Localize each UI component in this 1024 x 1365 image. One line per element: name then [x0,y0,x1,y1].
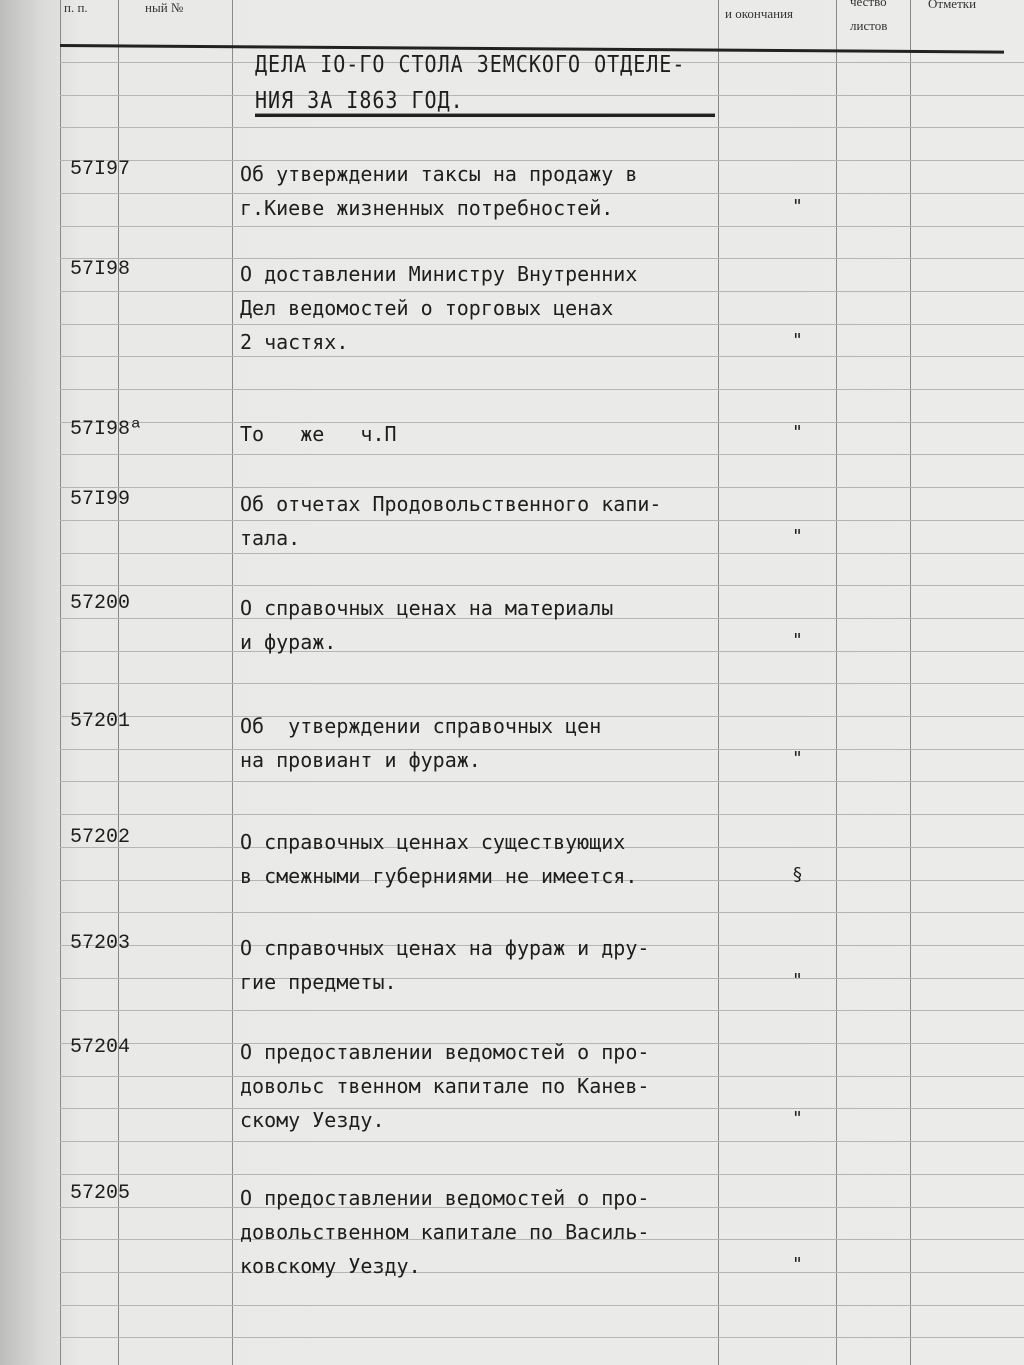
entry-text-line: О справочных ценах на фураж и дру- [240,936,650,960]
entry-text-line: То же ч.П [240,422,397,446]
ditto-mark: " [792,330,803,351]
ditto-mark: " [792,422,803,443]
ditto-mark: " [792,630,803,651]
entry-text-line: О справочных ценнах существующих [240,830,626,854]
header-notes: Отметки [928,0,977,11]
entry-text-line: 2 частях. [240,330,349,354]
entry-number: 57202 [70,826,131,849]
entry-number: 57I98 [70,258,131,281]
ruled-line [60,1337,1024,1338]
entry-text-line: О справочных ценах на материалы [240,596,614,620]
entry-text-line: тала. [240,526,301,550]
entry-text-line: довольственном капитале по Василь- [240,1220,650,1244]
ruled-line [60,389,1024,390]
ruled-line [60,585,1024,586]
section-title-line2: НИЯ ЗА I863 ГОД. [255,86,715,117]
entry-text-line: Об утверждении справочных цен [240,714,602,738]
ditto-mark: " [792,1108,803,1129]
header-sheets-1: чество [850,0,887,9]
ruled-line [60,978,1024,979]
entry-number: 57I98ª [70,418,143,441]
ruled-line [60,1010,1024,1011]
ruled-line [60,1272,1024,1273]
ruled-line [60,553,1024,554]
entry-number: 57205 [70,1182,131,1205]
entry-text-line: и фураж. [240,630,337,654]
ditto-mark: " [792,748,803,769]
entry-text-line: О доставлении Министру Внутренних [240,262,638,286]
ditto-mark: " [792,526,803,547]
header-pp: п. п. [64,0,88,15]
ruled-line [60,814,1024,815]
entry-text-line: на провиант и фураж. [240,748,481,772]
entry-number: 57204 [70,1036,131,1059]
ruled-line [60,683,1024,684]
entry-number: 57I99 [70,488,131,511]
ruled-line [60,454,1024,455]
entry-text-line: Об отчетах Продовольственного капи- [240,492,662,516]
header-dates: и окончания [725,6,794,21]
ruled-line [60,422,1024,423]
entry-text-line: ковскому Уезду. [240,1254,421,1278]
entry-number: 57I97 [70,158,131,181]
entry-text-line: в смежными губерниями не имеется. [240,864,638,888]
ruled-line [60,226,1024,227]
header-number: ный № [145,0,184,15]
section-title-line1: ДЕЛА IO-ГО СТОЛА ЗЕМСКОГО ОТДЕЛЕ- [255,50,686,78]
entry-text-line: гие предметы. [240,970,397,994]
ruled-line [60,127,1024,128]
entry-number: 57200 [70,592,131,615]
entry-text-line: довольс твенном капитале по Канев- [240,1074,650,1098]
entry-text-line: г.Киеве жизненных потребностей. [240,196,614,220]
header-sheets-2: листов [850,18,888,33]
entry-text-line: скому Уезду. [240,1108,385,1132]
ruled-line [60,781,1024,782]
ditto-mark: " [792,970,803,991]
ruled-line [60,356,1024,357]
entry-text-line: О предоставлении ведомостей о про- [240,1040,650,1064]
ruled-line [60,1305,1024,1306]
entry-text-line: Об утверждении таксы на продажу в [240,162,638,186]
ditto-mark: " [792,1254,803,1275]
ruled-line [60,749,1024,750]
ditto-mark: " [792,196,803,217]
entry-text-line: Дел ведомостей о торговых ценах [240,296,614,320]
ruled-line [60,912,1024,913]
ruled-line [60,1108,1024,1109]
entry-number: 57201 [70,710,131,733]
ruled-line [60,1141,1024,1142]
ruled-line [60,651,1024,652]
entry-number: 57203 [70,932,131,955]
ditto-mark: § [792,864,803,885]
ruled-line [60,1174,1024,1175]
entry-text-line: О предоставлении ведомостей о про- [240,1186,650,1210]
